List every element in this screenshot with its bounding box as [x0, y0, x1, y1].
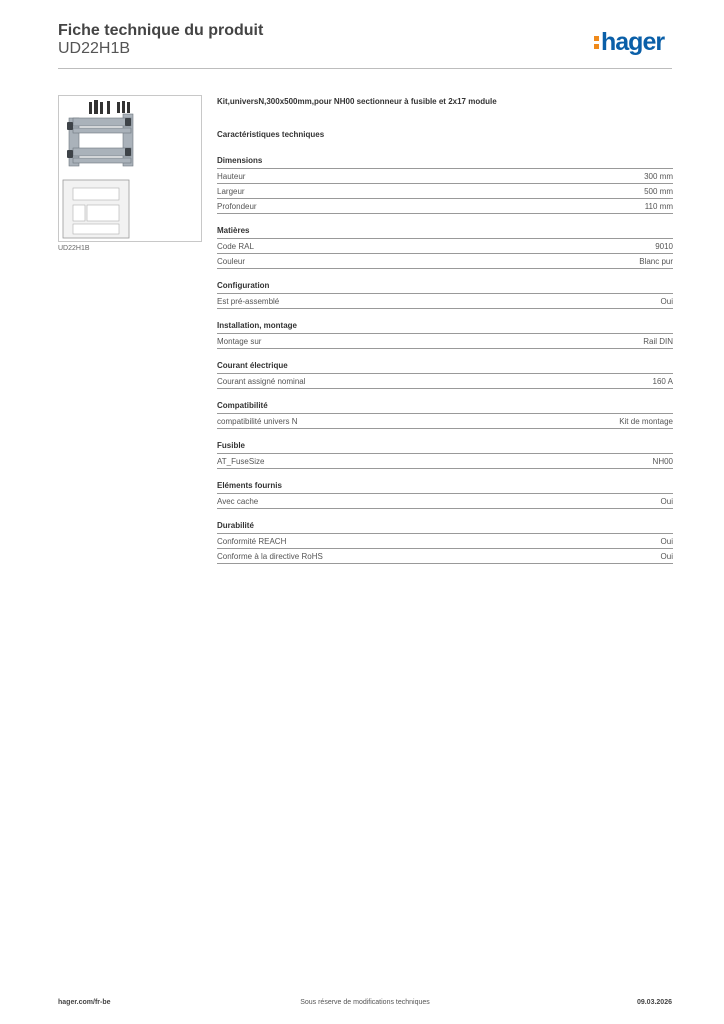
- product-image: [58, 95, 202, 242]
- section-heading: Caractéristiques techniques: [217, 130, 325, 139]
- spec-label: Largeur: [217, 187, 245, 196]
- spec-row: [217, 374, 673, 389]
- spec-row: [217, 454, 673, 469]
- spec-content: [217, 95, 673, 564]
- spec-row: [217, 294, 673, 309]
- spec-label: Profondeur: [217, 202, 257, 211]
- spec-group-title: Courant électrique: [217, 359, 673, 374]
- spec-group-title: Installation, montage: [217, 319, 673, 334]
- spec-value: Oui: [660, 297, 673, 306]
- spec-value: 500 mm: [644, 187, 673, 196]
- spec-value: 300 mm: [644, 172, 673, 181]
- logo-text: hager: [601, 28, 665, 56]
- spec-label: Conforme à la directive RoHS: [217, 552, 323, 561]
- spec-groups: [217, 154, 673, 564]
- spec-row: [217, 334, 673, 349]
- header-divider: [58, 68, 672, 69]
- spec-group: [217, 519, 673, 564]
- image-caption: UD22H1B: [58, 245, 90, 252]
- spec-value: Rail DIN: [643, 337, 673, 346]
- spec-label: Courant assigné nominal: [217, 377, 306, 386]
- spec-value: Blanc pur: [639, 257, 673, 266]
- footer-date: 09.03.2026: [636, 999, 672, 1006]
- spec-value: Kit de montage: [619, 417, 673, 426]
- spec-label: AT_FuseSize: [217, 457, 265, 466]
- spec-group-title: Eléments fournis: [217, 479, 673, 494]
- spec-row: [217, 239, 673, 254]
- spec-group-title: Dimensions: [217, 154, 673, 169]
- spec-group: [217, 224, 673, 269]
- hager-logo[interactable]: [594, 28, 664, 56]
- logo-dots-icon: [594, 36, 599, 52]
- spec-group: [217, 479, 673, 509]
- spec-group: [217, 154, 673, 214]
- footer-website-link[interactable]: hager.com/fr-be: [58, 999, 111, 1006]
- spec-value: NH00: [652, 457, 673, 466]
- spec-value: Oui: [660, 497, 673, 506]
- spec-value: Oui: [660, 537, 673, 546]
- spec-value: Oui: [660, 552, 673, 561]
- spec-value: 110 mm: [644, 202, 673, 211]
- spec-label: Montage sur: [217, 337, 262, 346]
- spec-label: Hauteur: [217, 172, 246, 181]
- spec-row: [217, 184, 673, 199]
- spec-row: [217, 169, 673, 184]
- spec-label: Couleur: [217, 257, 246, 266]
- spec-label: Est pré-assemblé: [217, 297, 280, 306]
- spec-label: Code RAL: [217, 242, 254, 251]
- spec-group: [217, 359, 673, 389]
- spec-row: [217, 534, 673, 549]
- spec-value: 9010: [655, 242, 673, 251]
- spec-row: [217, 254, 673, 269]
- spec-row: [217, 199, 673, 214]
- product-drawing-icon: [59, 96, 202, 242]
- spec-label: compatibilité univers N: [217, 417, 298, 426]
- product-title: Kit,universN,300x500mm,pour NH00 sectionneur à fusible et 2x17 module: [217, 97, 497, 106]
- spec-row: [217, 414, 673, 429]
- spec-row: [217, 494, 673, 509]
- spec-row: [217, 549, 673, 564]
- page-title: Fiche technique du produit: [58, 22, 264, 39]
- spec-group: [217, 279, 673, 309]
- spec-group-title: Configuration: [217, 279, 673, 294]
- spec-label: Avec cache: [217, 497, 259, 506]
- spec-group: [217, 439, 673, 469]
- spec-group-title: Compatibilité: [217, 399, 673, 414]
- spec-group: [217, 399, 673, 429]
- spec-group: [217, 319, 673, 349]
- spec-label: Conformité REACH: [217, 537, 287, 546]
- footer-notice: Sous réserve de modifications techniques: [300, 999, 430, 1006]
- spec-group-title: Durabilité: [217, 519, 673, 534]
- spec-group-title: Fusible: [217, 439, 673, 454]
- spec-group-title: Matières: [217, 224, 673, 239]
- spec-value: 160 A: [652, 377, 673, 386]
- product-reference: UD22H1B: [58, 40, 131, 57]
